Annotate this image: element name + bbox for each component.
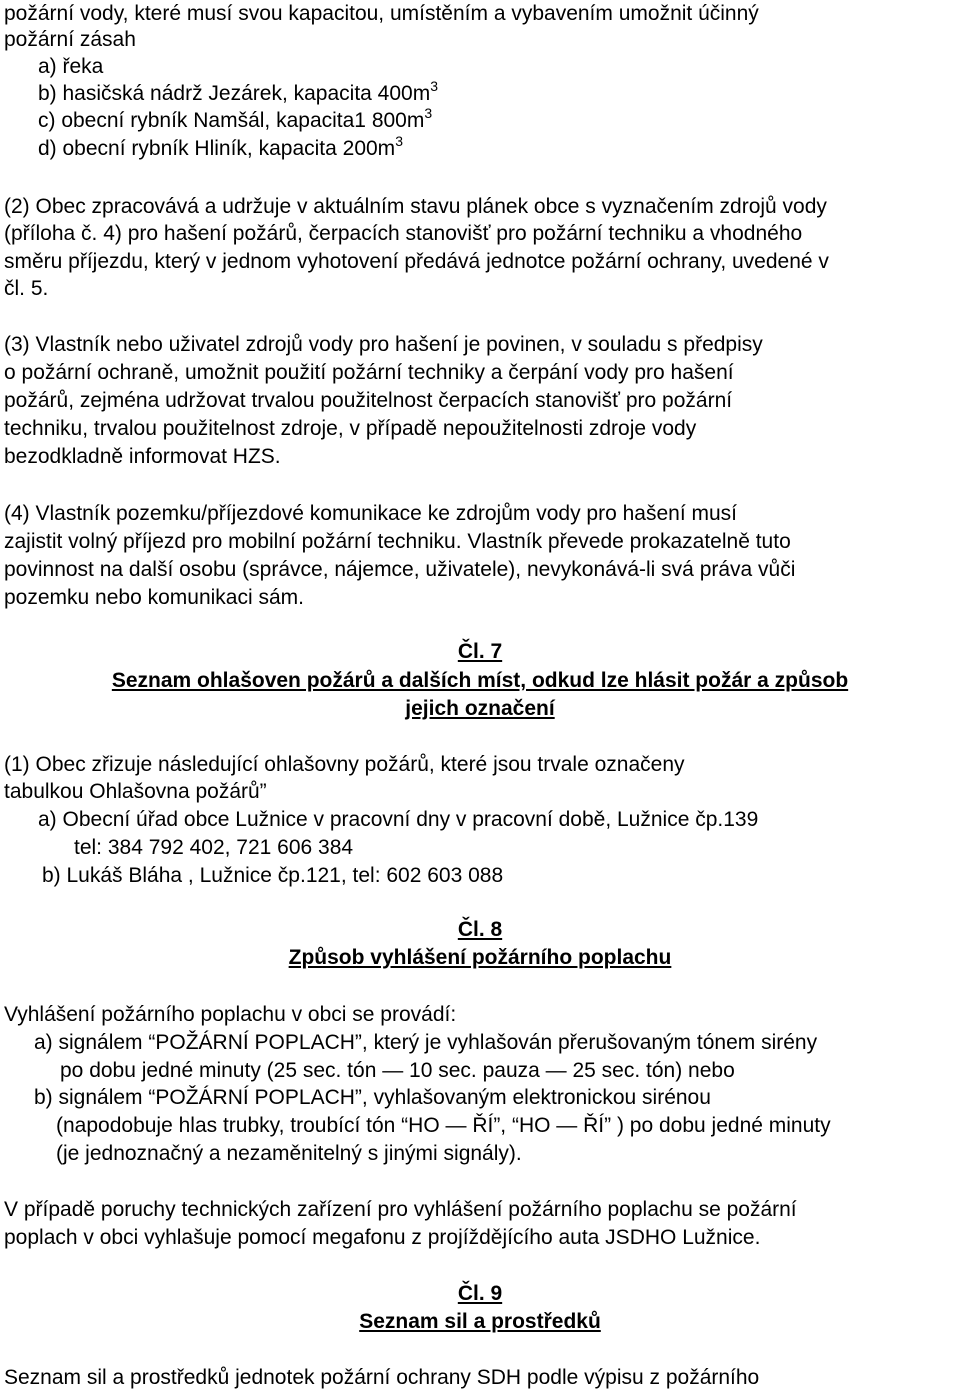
text-line: (3) Vlastník nebo uživatel zdrojů vody pro hašení je povinen, v souladu s předpisy [4,333,763,356]
text-line: Vyhlášení požárního poplachu v obci se provádí: [4,1003,457,1026]
text-line: pozemku nebo komunikaci sám. [4,586,304,609]
list-item: b) signálem “POŽÁRNÍ POPLACH”, vyhlašovaným elektronickou sirénou [34,1086,711,1109]
text-line: požárů, zejména udržovat trvalou použitelnost čerpacích stanovišť pro požární [4,389,733,412]
article-number: Čl. 9 [457,1282,503,1305]
article-number: Čl. 7 [457,640,503,663]
text-line: (je jednoznačný a nezaměnitelný s jinými signály). [56,1142,522,1165]
list-item: a) signálem “POŽÁRNÍ POPLACH”, který je vyhlašován přerušovaným tónem sirény [34,1031,818,1054]
list-item: a) řeka [38,55,104,78]
list-item: b) hasičská nádrž Jezárek, kapacita $400m^3$ [38,78,438,105]
text-line: o požární ochraně, umožnit použití požární techniky a čerpání vody pro hašení [4,361,734,384]
text-line: směru příjezdu, který v jednom vyhotovení předává jednotce požární ochrany, uvedené v [4,250,829,273]
text-line: povinnost na další osobu (správce, nájemce, uživatele), nevykonává-li svá práva vůči [4,558,796,581]
text-line: bezodkladně informovat HZS. [4,445,281,468]
text-line: tel: 384 792 402, 721 606 384 [74,836,354,859]
text-line: poplach v obci vyhlašuje pomocí megafonu z projíždějícího auta JSDHO Lužnice. [4,1226,761,1249]
text-line: po dobu jedné minuty (25 sec. tón — 10 sec. pauza — 25 sec. tón) nebo [60,1059,735,1082]
text-line: čl. 5. [4,277,49,300]
text-line: (4) Vlastník pozemku/příjezdové komunikace ke zdrojům vody pro hašení musí [4,502,738,525]
text-line: (příloha č. 4) pro hašení požárů, čerpacích stanovišť pro požární techniku a vhodného [4,222,803,245]
text-line: V případě poruchy technických zařízení pro vyhlášení požárního poplachu se požární [4,1198,797,1221]
text-line: požární zásah [4,28,136,51]
list-item: a) Obecní úřad obce Lužnice v pracovní dny v pracovní době, Lužnice čp.139 [38,808,759,831]
article-number: Čl. 8 [457,918,503,941]
text-line: (2) Obec zpracovává a udržuje v aktuálním stavu plánek obce s vyznačením zdrojů vody [4,195,827,218]
text-line: Seznam sil a prostředků jednotek požární ochrany SDH podle výpisu z požárního [4,1366,760,1389]
list-item: b) Lukáš Bláha , Lužnice čp.121, tel: 602 603 088 [42,864,504,887]
article-title: Seznam sil a prostředků [359,1310,601,1333]
list-item: d) obecní rybník Hliník, kapacita $200m^3$ [38,133,403,160]
article-title: Způsob vyhlášení požárního poplachu [288,946,672,969]
list-item: c) obecní rybník Namšál, kapacita1 $800m^3$ [38,105,433,132]
text-line: zajistit volný příjezd pro mobilní požární techniku. Vlastník převede prokazatelně tuto [4,530,791,553]
text-line: (1) Obec zřizuje následující ohlašovny požárů, které jsou trvale označeny [4,753,685,776]
article-title: jejich označení [405,697,555,720]
article-title: Seznam ohlašoven požárů a dalších míst, odkud lze hlásit požár a způsob [111,669,849,692]
text-line: techniku, trvalou použitelnost zdroje, v případě nepoužitelnosti zdroje vody [4,417,697,440]
text-line: tabulkou Ohlašovna požárů” [4,780,267,803]
text-line: požární vody, které musí svou kapacitou, umístěním a vybavením umožnit účinný [4,2,759,25]
text-line: (napodobuje hlas trubky, troubící tón “HO — ŘÍ”, “HO — ŘÍ” ) po dobu jedné minuty [56,1114,831,1137]
